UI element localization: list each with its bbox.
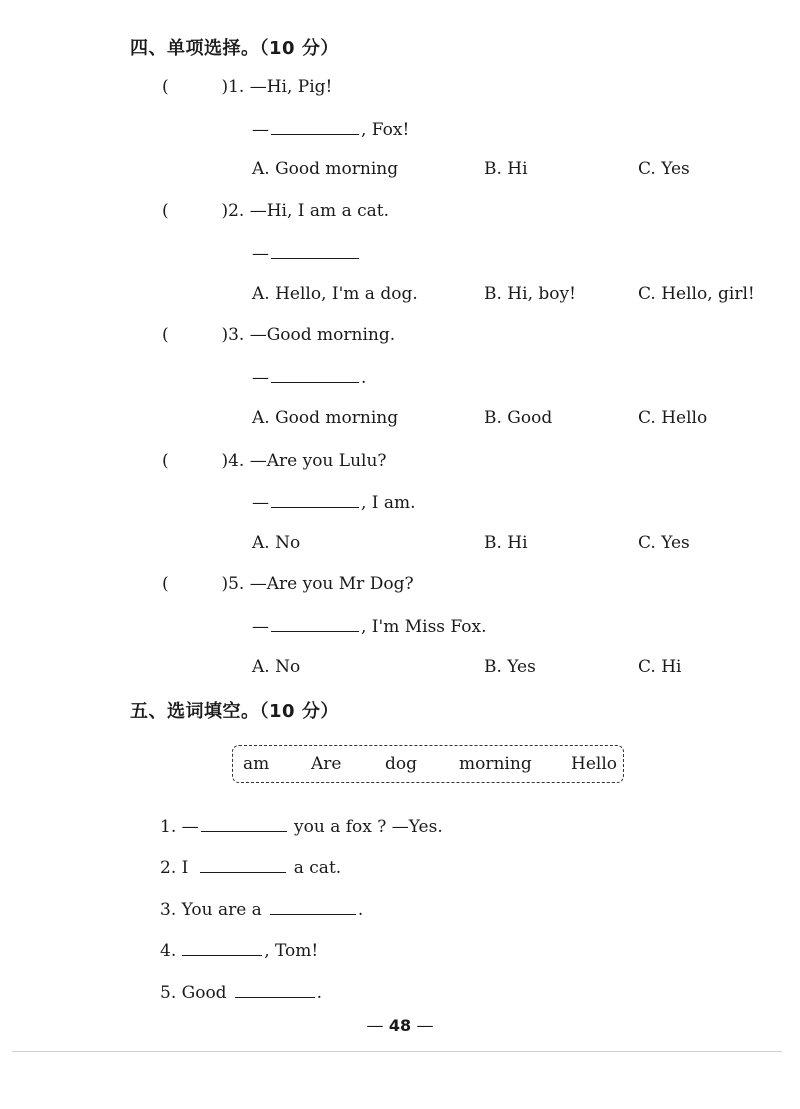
option-b: B. Hi	[484, 159, 528, 179]
reply-dash: —	[252, 120, 269, 140]
question-3-reply	[252, 366, 366, 389]
fill-blank[interactable]	[235, 981, 315, 998]
question-1-stem-row	[162, 76, 332, 98]
fill-item-suffix: .	[316, 983, 322, 1003]
word-bank-item: dog	[385, 754, 417, 774]
fill-item-prefix: 3. You are a	[160, 900, 262, 920]
word-bank-item: Are	[311, 754, 342, 774]
reply-suffix: , I'm Miss Fox.	[361, 617, 487, 637]
section-4-heading: 四、单项选择。（10 分）	[130, 38, 339, 59]
fill-blank[interactable]	[271, 615, 359, 632]
fill-item-3	[160, 898, 363, 921]
fill-blank[interactable]	[271, 491, 359, 508]
option-c: C. Yes	[638, 159, 690, 179]
option-a: A. Good morning	[252, 408, 399, 428]
question-stem: 3. —Good morning.	[228, 325, 396, 345]
option-c: C. Hello	[638, 408, 708, 428]
question-4-reply	[252, 491, 416, 514]
page-number-value: 48	[388, 1016, 412, 1035]
fill-blank[interactable]	[271, 118, 359, 135]
fill-item-1	[160, 815, 443, 838]
fill-item-prefix: 2. I	[160, 858, 189, 878]
fill-item-suffix: you a fox ? —Yes.	[288, 817, 443, 837]
word-bank-item: Hello	[571, 754, 617, 774]
answer-paren-open: (	[162, 574, 169, 594]
reply-suffix: .	[361, 368, 367, 388]
question-5-reply	[252, 615, 487, 638]
answer-paren-open: (	[162, 325, 169, 345]
fill-item-suffix: , Tom!	[264, 941, 319, 961]
reply-dash: —	[252, 617, 269, 637]
section-5-heading: 五、选词填空。（10 分）	[130, 701, 339, 722]
fill-blank[interactable]	[200, 856, 286, 873]
bottom-divider	[12, 1051, 782, 1052]
option-b: B. Good	[484, 408, 553, 428]
question-stem: 5. —Are you Mr Dog?	[228, 574, 414, 594]
answer-paren-close: )	[221, 201, 229, 221]
option-a: A. No	[252, 657, 301, 677]
page-dash-left: —	[366, 1016, 384, 1036]
question-4-stem-row	[162, 450, 387, 472]
word-bank-item: am	[243, 754, 270, 774]
option-c: C. Hi	[638, 657, 682, 677]
option-a: A. Hello, I'm a dog.	[252, 284, 418, 304]
option-c: C. Yes	[638, 533, 690, 553]
fill-item-prefix: 1. —	[160, 817, 199, 837]
option-a: A. Good morning	[252, 159, 399, 179]
question-5-stem-row	[162, 573, 414, 595]
reply-dash: —	[252, 368, 269, 388]
question-2-reply	[252, 242, 361, 265]
fill-blank[interactable]	[271, 242, 359, 259]
reply-dash: —	[252, 493, 269, 513]
reply-dash: —	[252, 244, 269, 264]
page-dash-right: —	[416, 1016, 434, 1036]
fill-item-prefix: 5. Good	[160, 983, 227, 1003]
fill-blank[interactable]	[271, 366, 359, 383]
question-stem: 1. —Hi, Pig!	[228, 77, 333, 97]
word-bank-item: morning	[459, 754, 532, 774]
option-b: B. Yes	[484, 657, 536, 677]
word-bank-box	[232, 745, 624, 783]
reply-suffix: , Fox!	[361, 120, 410, 140]
fill-item-suffix: .	[357, 900, 364, 920]
fill-item-suffix: a cat.	[288, 858, 342, 878]
fill-item-prefix: 4.	[160, 941, 177, 961]
question-stem: 4. —Are you Lulu?	[228, 451, 387, 471]
page-number	[0, 1016, 800, 1036]
answer-paren-open: (	[162, 77, 169, 97]
question-stem: 2. —Hi, I am a cat.	[228, 201, 389, 221]
option-c: C. Hello, girl!	[638, 284, 755, 304]
answer-paren-close: )	[221, 77, 229, 97]
fill-item-2	[160, 856, 341, 879]
option-b: B. Hi, boy!	[484, 284, 576, 304]
option-b: B. Hi	[484, 533, 528, 553]
fill-blank[interactable]	[182, 939, 262, 956]
answer-paren-close: )	[221, 451, 229, 471]
fill-item-5	[160, 981, 322, 1004]
fill-item-4	[160, 939, 318, 962]
question-1-reply	[252, 118, 409, 141]
reply-suffix: , I am.	[361, 493, 416, 513]
fill-blank[interactable]	[201, 815, 287, 832]
answer-paren-close: )	[221, 325, 229, 345]
answer-paren-open: (	[162, 201, 169, 221]
question-3-stem-row	[162, 324, 395, 346]
answer-paren-open: (	[162, 451, 169, 471]
fill-blank[interactable]	[270, 898, 356, 915]
question-2-stem-row	[162, 200, 389, 222]
option-a: A. No	[252, 533, 301, 553]
answer-paren-close: )	[221, 574, 229, 594]
